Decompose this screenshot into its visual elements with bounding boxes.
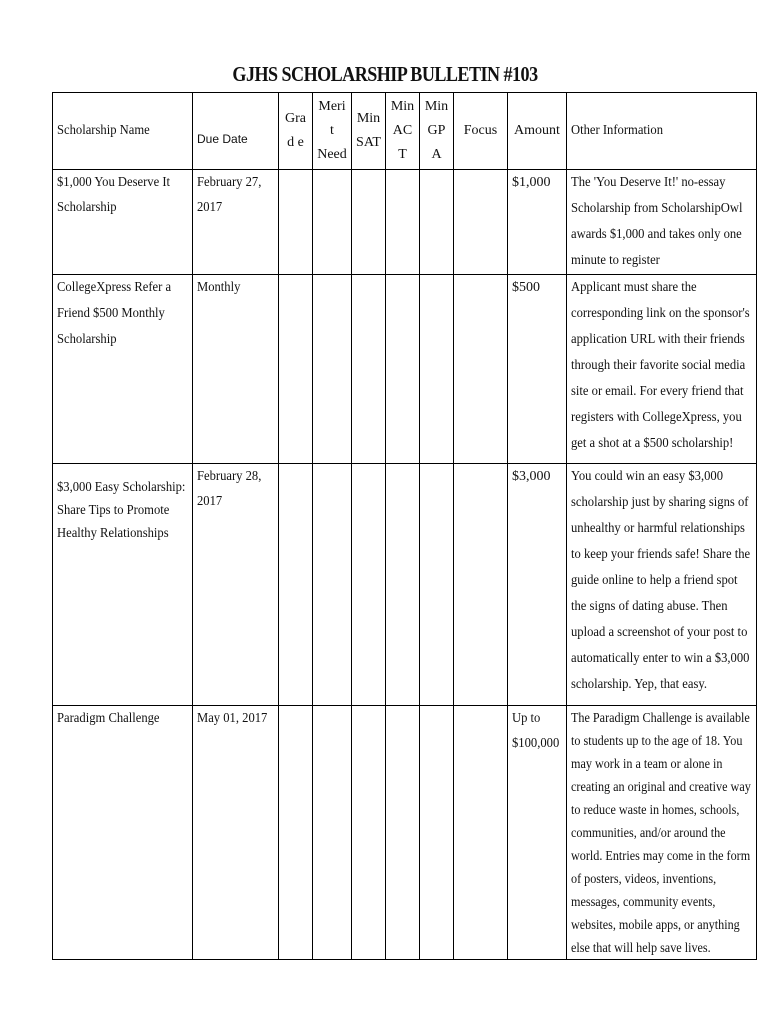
merit-need-cell [313,464,352,706]
min-sat-cell [352,706,386,960]
table-row [53,464,757,706]
table-header-row [53,93,757,170]
due-date-cell: May 01, 2017 [193,706,279,960]
min-sat-cell [352,464,386,706]
due-date-cell: February 28, 2017 [193,464,279,706]
due-date-cell: Monthly [193,275,279,464]
header-merit-need: Merit Need [313,93,352,170]
header-grade: Grad e [279,93,313,170]
grade-cell [279,706,313,960]
scholarship-name-cell: $3,000 Easy Scholarship: Share Tips to Promote Healthy Relationships [53,464,193,706]
min-gpa-cell [420,275,454,464]
table-row [53,275,757,464]
scholarship-name-cell: $1,000 You Deserve It Scholarship [53,170,193,275]
min-sat-cell [352,170,386,275]
header-focus: Focus [454,93,508,170]
table-row [53,706,757,960]
min-act-cell [386,706,420,960]
other-information-cell: You could win an easy $3,000 scholarship just by sharing signs of unhealthy or harmful relationships to keep your friends safe! Share the guide online to help a friend spot the signs of dating abuse. Then upload a screenshot of your post to automatically enter to win a $3,000 scholarship. Yep, that easy. [567,464,757,706]
page-title: GJHS SCHOLARSHIP BULLETIN #103 [232,62,538,86]
header-min-sat: Min SAT [352,93,386,170]
focus-cell [454,464,508,706]
min-gpa-cell [420,706,454,960]
focus-cell [454,275,508,464]
min-act-cell [386,170,420,275]
focus-cell [454,170,508,275]
header-other-information: Other Information [567,93,757,170]
other-information-cell: Applicant must share the corresponding link on the sponsor's application URL with their friends through their favorite social media site or email. For every friend that registers with CollegeXpress, you get a shot at a $500 scholarship! [567,275,757,464]
other-information-cell: The 'You Deserve It!' no-essay Scholarship from ScholarshipOwl awards $1,000 and takes only one minute to register [567,170,757,275]
scholarship-name-cell: CollegeXpress Refer a Friend $500 Monthly Scholarship [53,275,193,464]
amount-cell: $1,000 [508,170,567,275]
header-amount: Amount [508,93,567,170]
merit-need-cell [313,275,352,464]
amount-cell: $3,000 [508,464,567,706]
table-row [53,170,757,275]
header-min-act: Min ACT [386,93,420,170]
focus-cell [454,706,508,960]
other-information-cell: The Paradigm Challenge is available to students up to the age of 18. You may work in a team or alone in creating an original and creative way to reduce waste in homes, schools, communities, and/or around the world. Entries may come in the form of posters, videos, inventions, messages, community events, websites, mobile apps, or anything else that will help save lives. [567,706,757,960]
min-act-cell [386,275,420,464]
amount-cell: $500 [508,275,567,464]
merit-need-cell [313,170,352,275]
grade-cell [279,275,313,464]
grade-cell [279,170,313,275]
scholarship-table [52,92,757,960]
header-scholarship-name: Scholarship Name [53,93,193,170]
min-act-cell [386,464,420,706]
header-min-gpa: Min GPA [420,93,454,170]
grade-cell [279,464,313,706]
min-gpa-cell [420,170,454,275]
scholarship-name-cell: Paradigm Challenge [53,706,193,960]
header-due-date: Due Date [193,93,279,170]
amount-cell: Up to $100,000 [508,706,567,960]
min-gpa-cell [420,464,454,706]
due-date-cell: February 27, 2017 [193,170,279,275]
min-sat-cell [352,275,386,464]
merit-need-cell [313,706,352,960]
